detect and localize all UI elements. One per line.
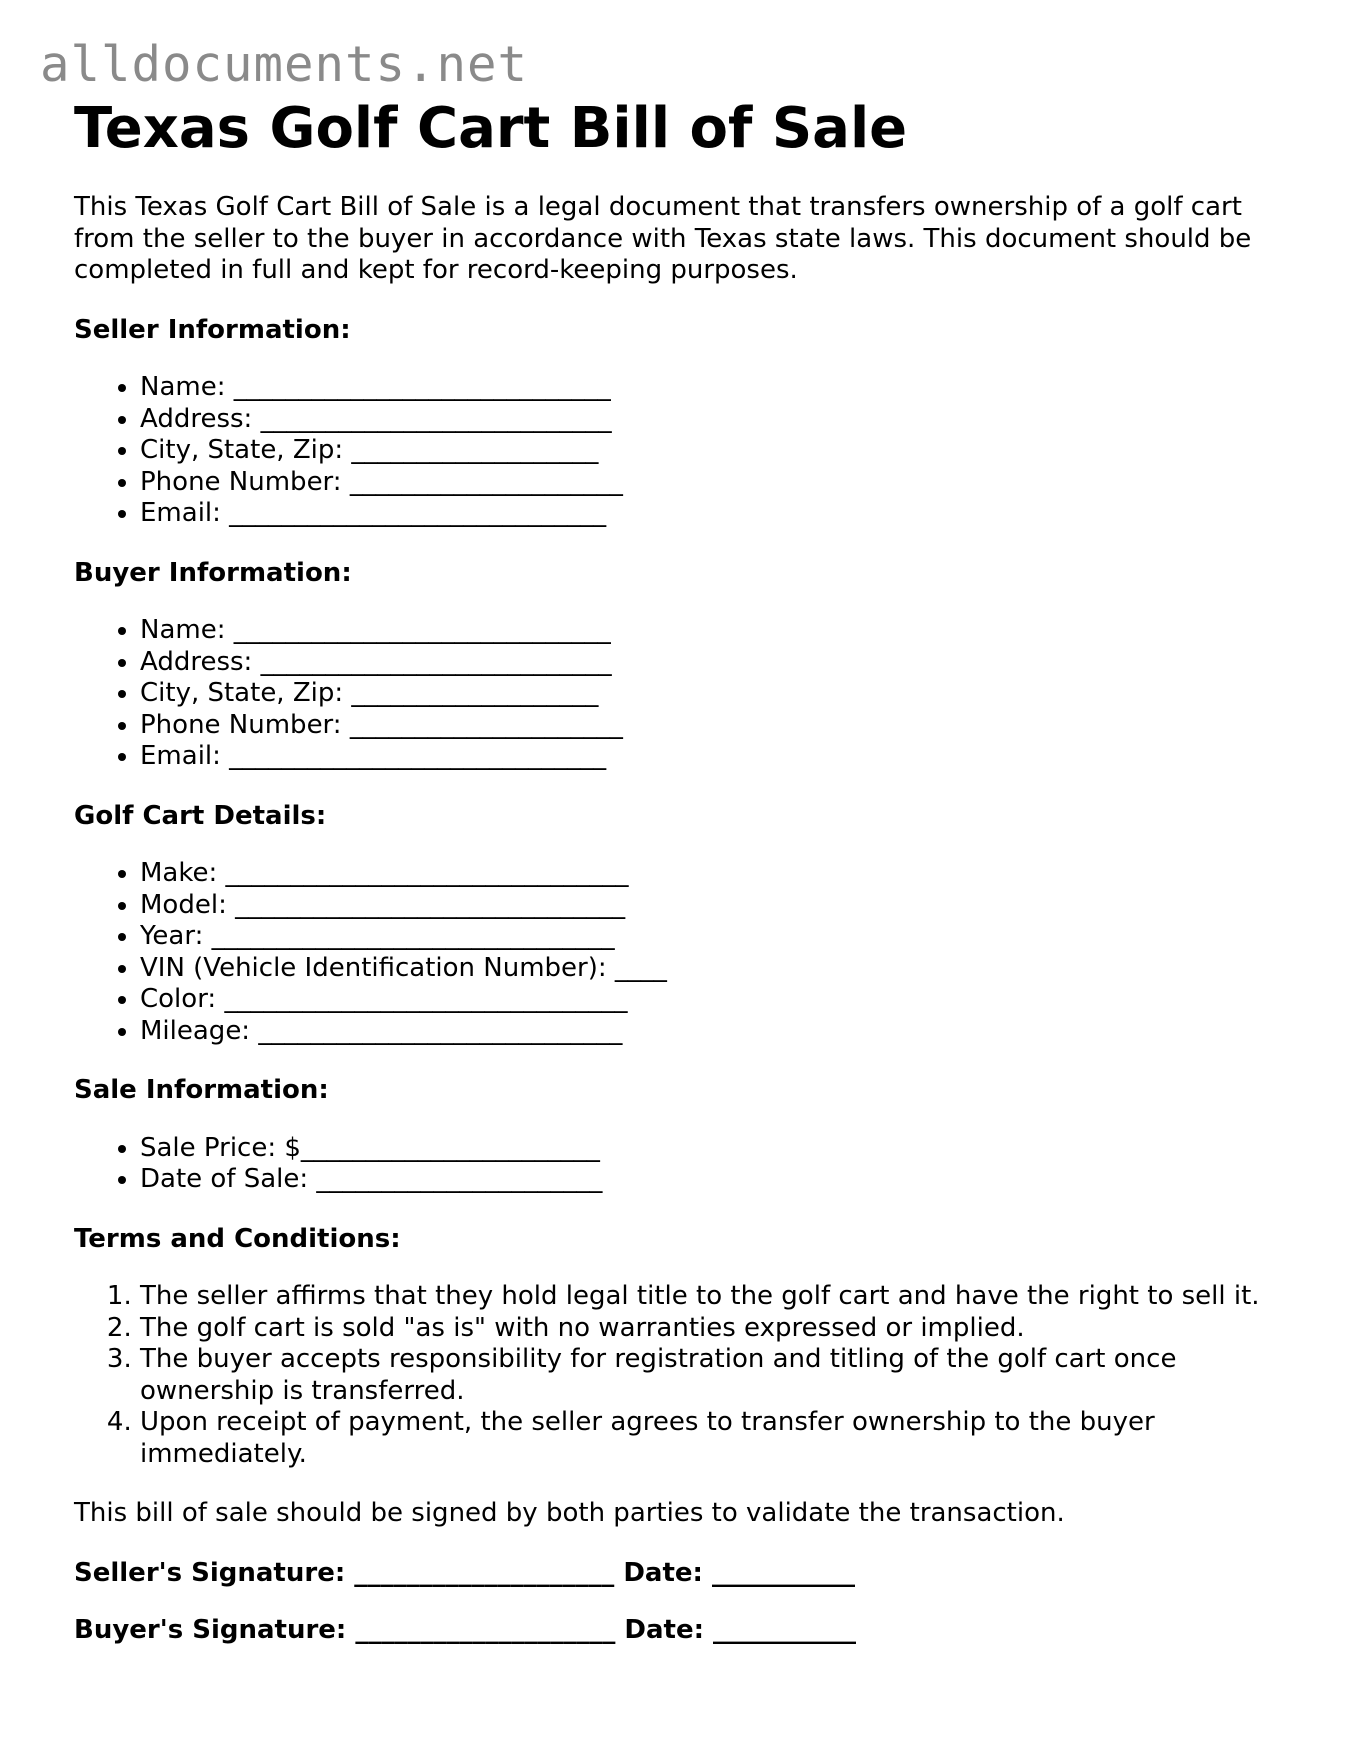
seller-city-state-zip-field: • City, State, Zip: ___________________: [140, 435, 1294, 467]
sale-info-heading: Sale Information:: [74, 1075, 329, 1105]
intro-paragraph: This Texas Golf Cart Bill of Sale is a legal document that transfers ownership of a golf cart from the seller to the buyer in accordance with Texas state laws. This document should be completed in full and kept for record-keeping purposes.: [74, 192, 1252, 285]
document-title: Texas Golf Cart Bill of Sale: [74, 96, 908, 161]
buyer-info-list: [74, 615, 1294, 773]
seller-name-field: • Name: _____________________________: [140, 372, 1294, 404]
buyer-address-field: • Address: ___________________________: [140, 647, 1294, 679]
cart-make-field: • Make: _______________________________: [140, 858, 1294, 890]
seller-info-list: [74, 372, 1294, 530]
seller-signature-line: Seller's Signature: ____________________ Date: ___________: [74, 1557, 855, 1588]
terms-heading: Terms and Conditions:: [74, 1223, 401, 1254]
cart-color-field: • Color: _______________________________: [140, 984, 1294, 1016]
buyer-phone-field: • Phone Number: _____________________: [140, 710, 1294, 742]
buyer-name-field: • Name: _____________________________: [140, 615, 1294, 647]
seller-phone-field: • Phone Number: _____________________: [140, 467, 1294, 499]
seller-email-field: • Email: _____________________________: [140, 498, 1294, 530]
terms-item-2: 2. The golf cart is sold "as is" with no warranties expressed or implied.: [140, 1313, 1294, 1345]
seller-heading: Seller Information:: [74, 314, 351, 345]
buyer-heading: Buyer Information:: [74, 557, 352, 588]
document-page: [74, 96, 1294, 1647]
terms-item-3: 3. The buyer accepts responsibility for registration and titling of the golf cart once ownership is transferred.: [140, 1344, 1294, 1407]
closing-paragraph: This bill of sale should be signed by both parties to validate the transaction.: [74, 1498, 1065, 1528]
buyer-email-field: • Email: _____________________________: [140, 741, 1294, 773]
cart-year-field: • Year: _______________________________: [140, 921, 1294, 953]
cart-mileage-field: • Mileage: ____________________________: [140, 1016, 1294, 1048]
cart-vin-field: • VIN (Vehicle Identification Number): ____: [140, 953, 1294, 985]
terms-list: [74, 1281, 1294, 1470]
sale-info-list: [74, 1133, 1294, 1196]
sale-date-field: • Date of Sale: ______________________: [140, 1164, 1294, 1196]
cart-details-list: [74, 858, 1294, 1047]
sale-price-field: • Sale Price: $_______________________: [140, 1133, 1294, 1165]
cart-model-field: • Model: ______________________________: [140, 890, 1294, 922]
terms-item-1: 1. The seller affirms that they hold legal title to the golf cart and have the right to sell it.: [140, 1281, 1294, 1313]
seller-address-field: • Address: ___________________________: [140, 404, 1294, 436]
cart-details-heading: Golf Cart Details:: [74, 800, 327, 831]
watermark: alldocuments.net: [40, 36, 529, 93]
buyer-signature-line: Buyer's Signature: ____________________ Date: ___________: [74, 1615, 857, 1645]
buyer-city-state-zip-field: • City, State, Zip: ___________________: [140, 678, 1294, 710]
terms-item-4: 4. Upon receipt of payment, the seller agrees to transfer ownership to the buyer immediately.: [140, 1407, 1294, 1470]
